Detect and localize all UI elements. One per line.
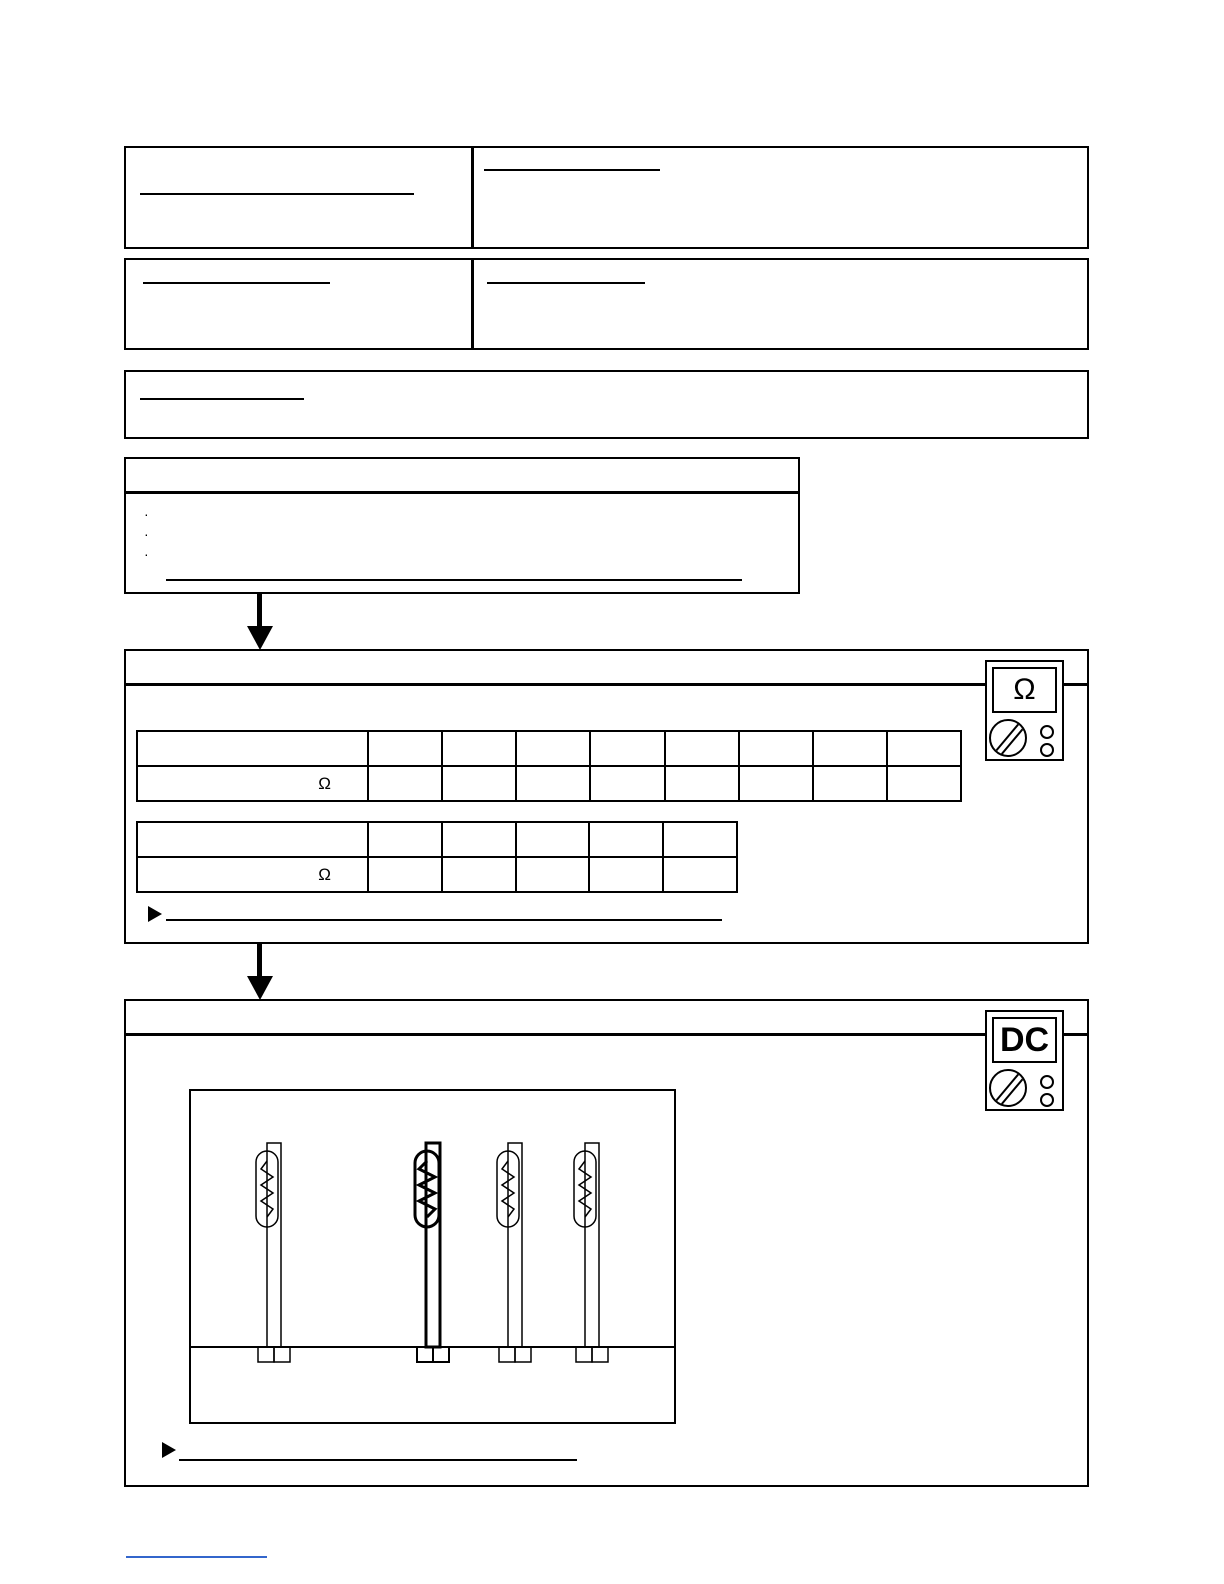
step-3-header-rule: [126, 1033, 1087, 1036]
table-cell: [665, 731, 739, 766]
table-cell: [813, 766, 887, 801]
voltmeter-dial: [989, 1069, 1027, 1107]
table-cell: [663, 857, 737, 892]
table-row: [137, 857, 737, 892]
table-cell: [442, 731, 516, 766]
table-cell: [516, 766, 590, 801]
table-cell: [589, 857, 663, 892]
table-cell: [442, 766, 516, 801]
resistance-label-1: Ω: [137, 766, 368, 801]
table-cell: [368, 731, 442, 766]
step-1-box: [124, 457, 800, 594]
ohmmeter-display: Ω: [992, 667, 1057, 713]
table-cell: [589, 822, 663, 857]
table-cell: [665, 766, 739, 801]
table-cell: [368, 766, 442, 801]
play-arrow-icon: [148, 906, 162, 922]
info-box-1-left-heading: [140, 193, 414, 195]
info-box-1-right-heading: [484, 169, 660, 171]
voltmeter-display: DC: [992, 1017, 1057, 1063]
arrow-down-icon: [247, 976, 273, 1000]
step-1-bullet-1: ·: [144, 506, 149, 522]
voltmeter-jack-top: [1040, 1075, 1054, 1089]
step-2-result-link[interactable]: [166, 919, 722, 921]
step-2-header-rule: [126, 683, 1087, 686]
table-cell: [590, 731, 664, 766]
table-cell: [368, 857, 442, 892]
table-row: [137, 766, 961, 801]
table-cell: [516, 857, 590, 892]
info-box-1-divider: [471, 148, 474, 247]
footer-link[interactable]: [126, 1556, 267, 1558]
sensor-diagram: [189, 1089, 676, 1424]
table-cell: [887, 731, 961, 766]
step-1-bullet-3: ·: [144, 546, 149, 562]
table-cell: [516, 822, 590, 857]
step-1-bullet-2: ·: [144, 526, 149, 542]
info-box-3-heading: [140, 398, 304, 400]
ohmmeter-jack-top: [1040, 725, 1054, 739]
table-row: [137, 731, 961, 766]
table-cell: [516, 731, 590, 766]
table-row: [137, 822, 737, 857]
ohmmeter-jack-bottom: [1040, 743, 1054, 757]
ohmmeter-icon: [985, 660, 1064, 761]
resistance-table-2: [136, 821, 738, 893]
step-1-header-rule: [126, 491, 798, 494]
table-cell: [137, 822, 368, 857]
table-cell: [137, 731, 368, 766]
table-cell: [368, 822, 442, 857]
info-box-2: [124, 258, 1089, 350]
flow-arrow-1-stem: [257, 594, 262, 626]
table-cell: [887, 766, 961, 801]
play-arrow-icon: [162, 1442, 176, 1458]
table-cell: [442, 822, 516, 857]
table-cell: [442, 857, 516, 892]
info-box-1: [124, 146, 1089, 249]
table-cell: [813, 731, 887, 766]
step-2-box: [124, 649, 1089, 944]
ohmmeter-dial: [989, 719, 1027, 757]
resistance-label-2: Ω: [137, 857, 368, 892]
sensor-illustration: [189, 1089, 676, 1424]
table-cell: [739, 766, 813, 801]
resistance-table-1: [136, 730, 962, 802]
table-cell: [590, 766, 664, 801]
table-cell: [663, 822, 737, 857]
step-1-reference-link[interactable]: [166, 579, 742, 581]
table-cell: [739, 731, 813, 766]
info-box-2-divider: [471, 260, 474, 348]
step-3-result-link[interactable]: [179, 1459, 577, 1461]
info-box-2-right-heading: [487, 282, 645, 284]
voltmeter-jack-bottom: [1040, 1093, 1054, 1107]
flow-arrow-2-stem: [257, 944, 262, 976]
arrow-down-icon: [247, 626, 273, 650]
info-box-3: [124, 370, 1089, 439]
dc-voltmeter-icon: [985, 1010, 1064, 1111]
info-box-2-left-heading: [143, 282, 330, 284]
